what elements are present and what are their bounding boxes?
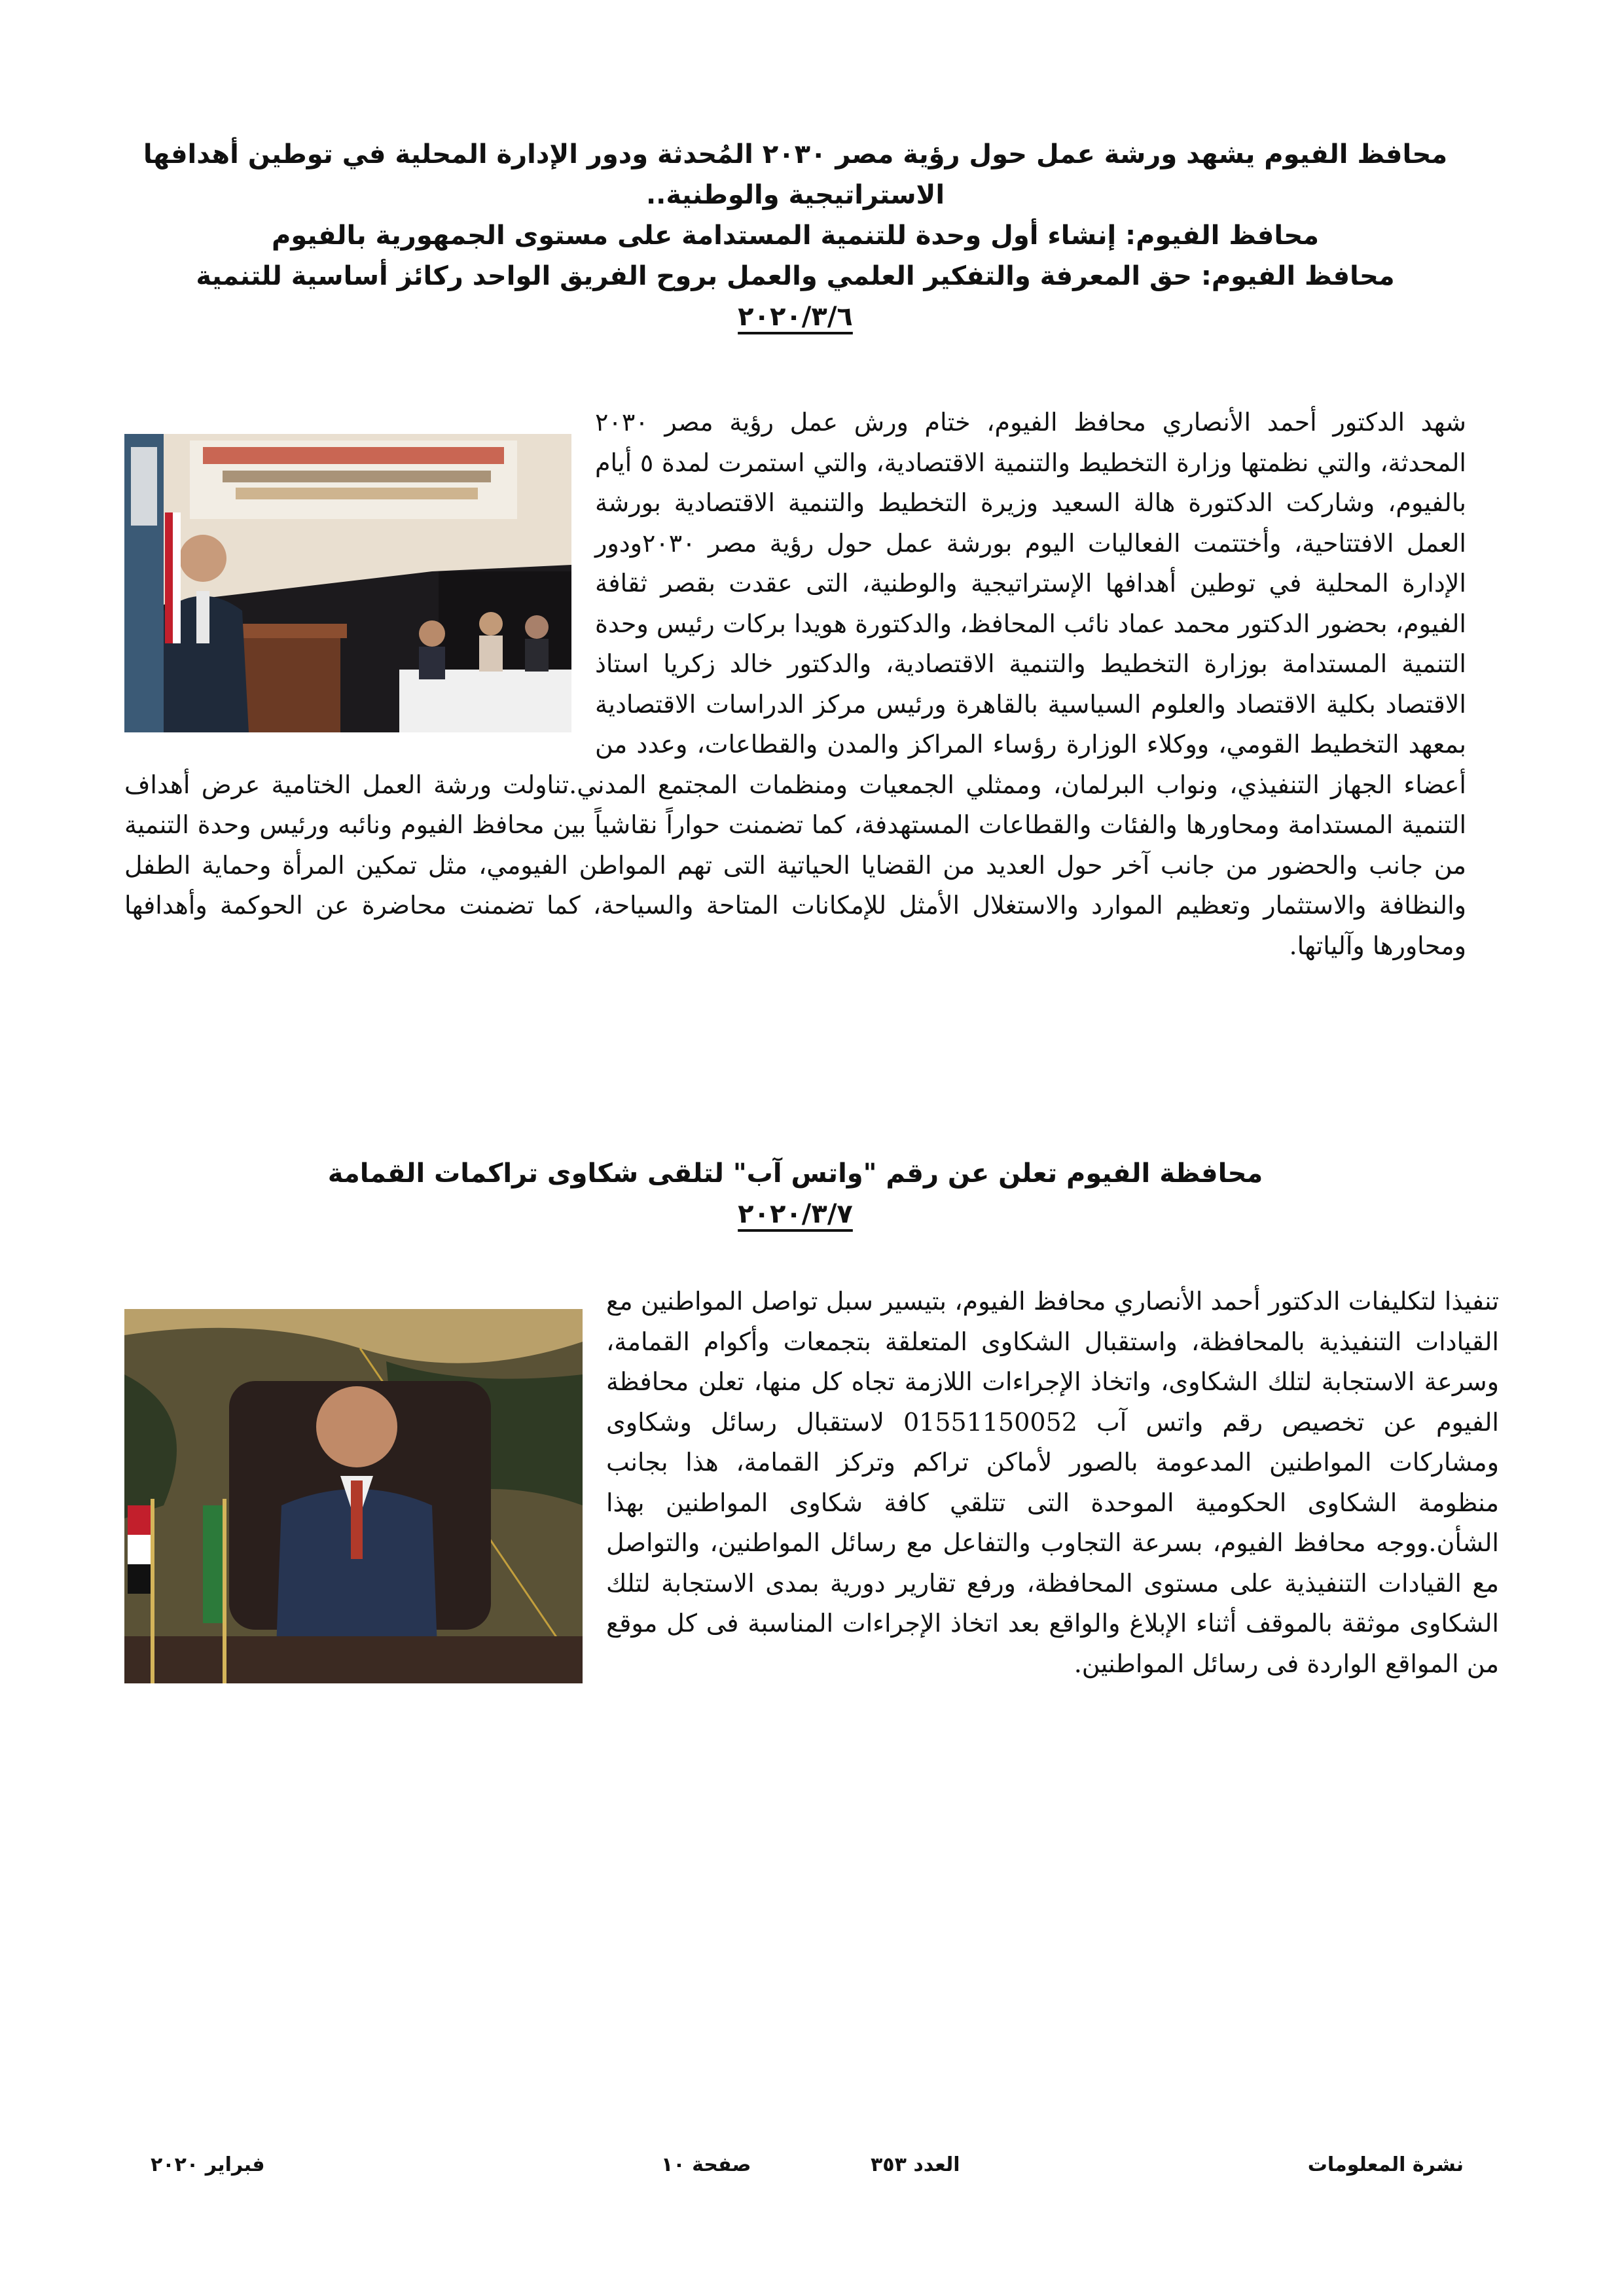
article2-headline bbox=[124, 1153, 1466, 1234]
article1-headline-line-3: محافظ الفيوم: حق المعرفة والتفكير العلمي والعمل بروح الفريق الواحد ركائز أساسية للتنمية bbox=[196, 261, 1395, 291]
article2-headline-line: محافظة الفيوم تعلن عن رقم "واتس آب" لتلقى شكاوى تراكمات القمامة bbox=[327, 1158, 1263, 1189]
footer-date: فبراير ٢٠٢٠ bbox=[151, 2153, 265, 2176]
article1-headline bbox=[124, 134, 1466, 337]
article2 bbox=[124, 1282, 1499, 1684]
article1-headline-line-2: محافظ الفيوم: إنشاء أول وحدة للتنمية المستدامة على مستوى الجمهورية بالفيوم bbox=[272, 221, 1319, 251]
footer-issue: العدد ٣٥٣ bbox=[871, 2153, 960, 2176]
governor-photo bbox=[124, 1309, 583, 1683]
footer-page-number: صفحة ١٠ bbox=[661, 2153, 751, 2176]
article2-date: ٢٠٢٠/٣/٧ bbox=[738, 1199, 853, 1229]
article1-date: ٢٠٢٠/٣/٦ bbox=[738, 302, 853, 332]
article1 bbox=[124, 403, 1466, 966]
workshop-photo bbox=[124, 434, 571, 732]
article1-headline-line-1: محافظ الفيوم يشهد ورشة عمل حول رؤية مصر ٢٠٣٠ المُحدثة ودور الإدارة المحلية في توطين أهدافها الاستراتيجية والوطنية.. bbox=[143, 139, 1448, 210]
page-footer bbox=[0, 2153, 1624, 2193]
article2-body: تنفيذا لتكليفات الدكتور أحمد الأنصاري محافظ الفيوم، بتيسير سبل تواصل المواطنين مع القيادات التنفيذية بالمحافظة، واستقبال الشكاوى المتعلقة بتجمعات وأكوام القمامة، وسرعة الاستجابة لتلك الشكاوى، واتخاذ الإجراءات اللازمة تجاه كل منها، تعلن محافظة الفيوم عن تخصيص رقم واتس آب 01551150052 لاستقبال رسائل وشكاوى ومشاركات المواطنين المدعومة بالصور لأماكن تراكم وتركز القمامة، هذا بجانب منظومة الشكاوى الحكومية الموحدة التى تتلقي كافة شكاوى المواطنين بهذا الشأن.ووجه محافظ الفيوم، بسرعة التجاوب والتفاعل مع رسائل المواطنين، والتواصل مع القيادات التنفيذية على مستوى المحافظة، ورفع تقارير دورية بمدى الاستجابة لتلك الشكاوى موثقة بالموقف أثناء الإبلاغ والواقع بعد اتخاذ الإجراءات المناسبة فى كل موقع من المواقع الواردة فى رسائل المواطنين. bbox=[606, 1287, 1499, 1678]
article1-body: شهد الدكتور أحمد الأنصاري محافظ الفيوم، ختام ورش عمل رؤية مصر ٢٠٣٠ المحدثة، والتي نظمتها وزارة التخطيط والتنمية الاقتصادية، والتي استمرت لمدة ٥ أيام بالفيوم، وشاركت الدكتورة هالة السعيد وزيرة التخطيط والتنمية الاقتصادية بورشة العمل الافتتاحية، وأختتمت الفعاليات اليوم بورشة عمل حول رؤية مصر ٢٠٣٠ودور الإدارة المحلية في توطين أهدافها الإستراتيجية والوطنية، التى عقدت بقصر ثقافة الفيوم، بحضور الدكتور محمد عماد نائب المحافظ، والدكتورة هويدا بركات رئيس وحدة التنمية المستدامة بوزارة التخطيط والتنمية الاقتصادية، والدكتور خالد زكريا استاذ الاقتصاد بكلية الاقتصاد والعلوم السياسية بالقاهرة ورئيس مركز الدراسات الاقتصادية بمعهد التخطيط القومي، ووكلاء الوزارة رؤساء المراكز والمدن والقطاعات، وعدد من أعضاء الجهاز التنفيذي، ونواب البرلمان، وممثلي الجمعيات ومنظمات المجتمع المدني.تناولت ورشة العمل الختامية عرض أهداف التنمية المستدامة ومحاورها والفئات والقطاعات المستهدفة، كما تضمنت حواراً نقاشياً بين محافظ الفيوم ونائبه ورئيس وحدة التنمية من جانب والحضور من جانب آخر حول العديد من القضايا الحياتية التى تهم المواطن الفيومي، مثل تمكين المرأة وحماية الطفل والنظافة والاستثمار وتعظيم الموارد والاستغلال الأمثل للإمكانات المتاحة والسياحة، كما تضمنت محاضرة عن الحوكمة وأهدافها ومحاورها وآلياتها. bbox=[124, 408, 1467, 960]
footer-publication: نشرة المعلومات bbox=[1307, 2153, 1464, 2176]
